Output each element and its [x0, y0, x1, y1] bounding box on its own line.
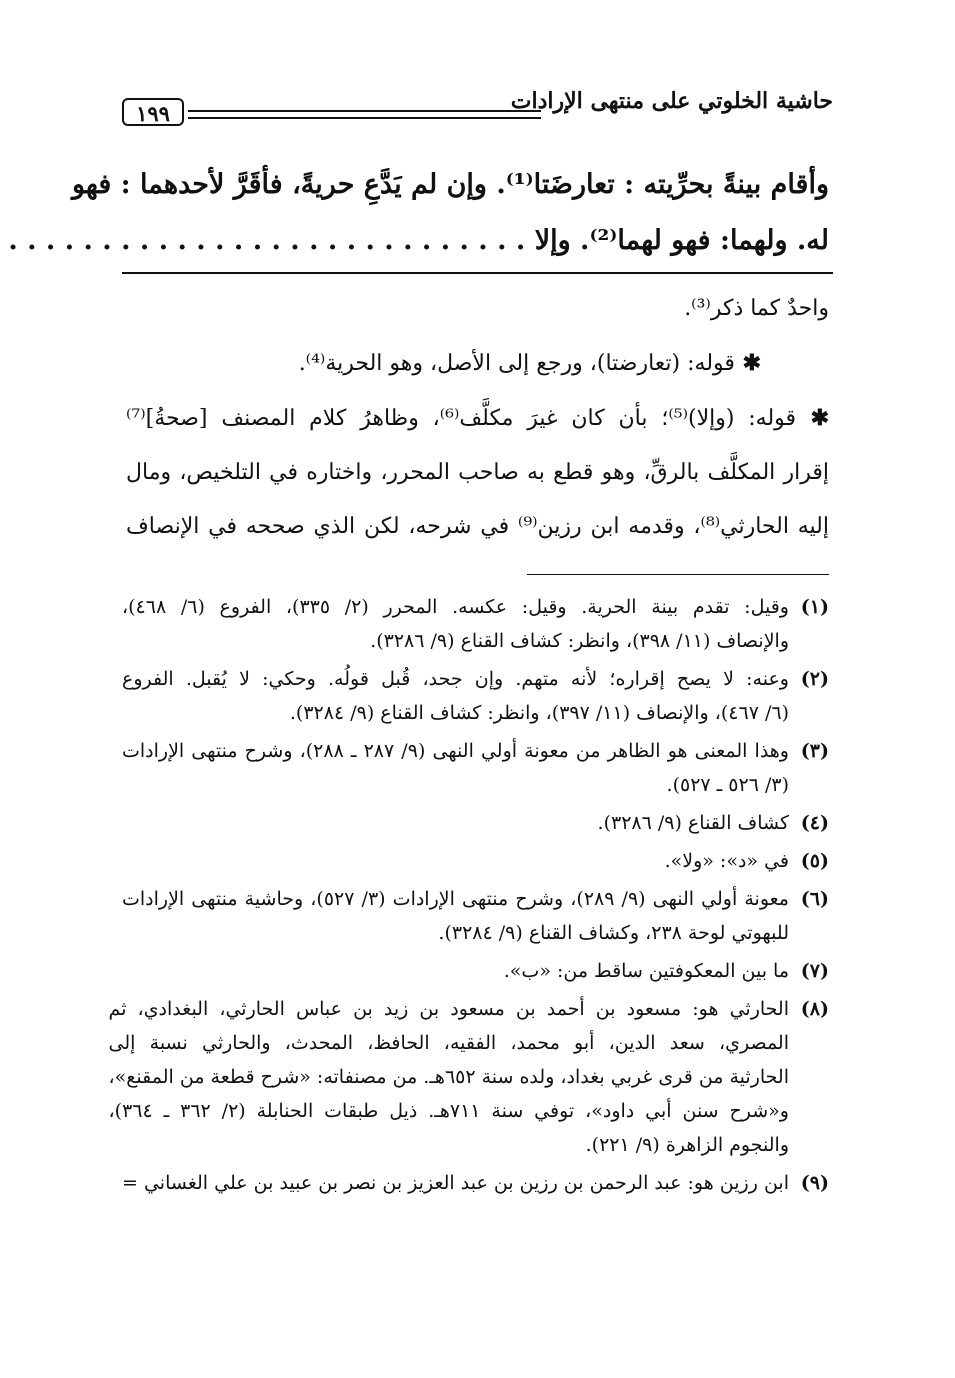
commentary-line: قوله: (تعارضتا)، ورجع إلى الأصل، وهو الحرية⁽⁴⁾. [298, 351, 735, 376]
footnote [122, 954, 829, 988]
footnote [122, 662, 829, 730]
footnote-line: وهذا المعنى هو الظاهر من معونة أولي النهى (٩/ ٢٨٧ ـ ٢٨٨)، وشرح منتهى الإرادات [122, 740, 789, 762]
footnote-line: (٦/ ٤٦٧)، والإنصاف (١١/ ٣٩٧)، وانظر: كشاف القناع (٩/ ٣٢٨٤). [289, 702, 789, 724]
footnote-line: كشاف القناع (٩/ ٣٢٨٦). [597, 812, 789, 834]
commentary-line: إليه الحارثي⁽⁸⁾، وقدمه ابن رزين⁽⁹⁾ في شرحه، لكن الذي صححه في الإنصاف [126, 514, 829, 539]
footnote [122, 734, 829, 802]
asterisk-icon: ✱ [796, 405, 830, 431]
footnote-number: (٢) [800, 668, 829, 690]
footnote-number: (٤) [800, 812, 829, 834]
commentary-line: قوله: (وإلا)⁽⁵⁾؛ بأن كان غيرَ مكلَّف⁽⁶⁾، وظاهرُ كلام المصنف [صحةُ]⁽⁷⁾ [126, 406, 797, 431]
header-rule [188, 110, 541, 119]
matn-line: له. ولهما: فهو لهما⁽²⁾. وإلا . . . . . . . . . . . . . . . . . . . . . . . . . . . . [8, 225, 829, 256]
book-title: حاشية الخلوتي على منتهى الإرادات [510, 88, 833, 114]
footnote-line: وعنه: لا يصح إقراره؛ لأنه متهم. وإن جحد، قُبل قولُه. وحكي: لا يُقبل. الفروع [122, 668, 789, 690]
footnote-line: والإنصاف (١١/ ٣٩٨)، وانظر: كشاف القناع (٩/ ٣٢٨٦). [370, 630, 789, 652]
footnote [122, 590, 829, 658]
footnote-line: المصري، سعد الدين، أبو محمد، الفقيه، الحافظ، المحدث، والحارثي نسبة إلى [108, 1032, 789, 1054]
footnote-line: و«شرح سنن أبي داود»، توفي سنة ٧١١هـ. ذيل طبقات الحنابلة (٢/ ٣٦٢ ـ ٣٦٤)، [108, 1100, 789, 1122]
footnote-separator [527, 574, 829, 575]
page-number: ١٩٩ [122, 98, 184, 126]
commentary-line: إقرار المكلَّف بالرقِّ، وهو قطع به صاحب المحرر، واختاره في التلخيص، ومال [126, 460, 829, 485]
footnote-line: للبهوتي لوحة ٢٣٨، وكشاف القناع (٩/ ٣٢٨٤). [438, 922, 789, 944]
running-header [122, 82, 833, 130]
footnote [122, 844, 829, 878]
footnote-number: (٧) [800, 960, 829, 982]
footnote [122, 882, 829, 950]
footnote-line: الحارثي هو: مسعود بن أحمد بن مسعود بن زيد بن عباس الحارثي، البغدادي، ثم [108, 998, 789, 1020]
footnote-line: في «د»: «ولا». [664, 850, 789, 872]
footnote-number: (٩) [800, 1172, 829, 1194]
footnote-number: (٥) [800, 850, 829, 872]
footnote [108, 992, 829, 1162]
footnote-line: والنجوم الزاهرة (٩/ ٢٢١). [585, 1134, 789, 1156]
footnote-number: (٣) [800, 740, 829, 762]
commentary-entry [126, 336, 829, 391]
footnote [122, 1166, 829, 1200]
footnote-line: وقيل: تقدم بينة الحرية. وقيل: عكسه. المحرر (٢/ ٣٣٥)، الفروع (٦/ ٤٦٨)، [122, 596, 789, 618]
footnotes [108, 590, 829, 1204]
footnote-number: (٨) [800, 998, 829, 1020]
footnote-number: (١) [800, 596, 829, 618]
commentary-text [126, 282, 829, 554]
footnote-line: الحارثية من قرى غربي بغداد، ولده سنة ٦٥٢هـ. من مصنفاته: «شرح قطعة من المقنع»، [108, 1066, 789, 1088]
asterisk-icon: ✱ [734, 350, 761, 376]
footnote-line: معونة أولي النهى (٩/ ٢٨٩)، وشرح منتهى الإرادات (٣/ ٥٢٧)، وحاشية منتهى الإرادات [122, 888, 789, 910]
footnote [122, 806, 829, 840]
matn-separator [122, 272, 833, 274]
footnote-line: (٣/ ٥٢٦ ـ ٥٢٧). [666, 774, 789, 796]
footnote-line: ما بين المعكوفتين ساقط من: «ب». [503, 960, 789, 982]
matn-text [8, 157, 829, 269]
matn-line: وأقام بينةً بحرِّيته : تعارضَتا⁽¹⁾. وإن لم يَدَّعِ حريةً، فأقَرَّ لأحدهما : فهو [71, 169, 829, 200]
footnote-line: ابن رزين هو: عبد الرحمن بن رزين بن عبد العزيز بن نصر بن عبيد بن علي الغساني = [122, 1172, 789, 1194]
commentary-line: واحدٌ كما ذكر⁽³⁾. [684, 296, 829, 321]
footnote-number: (٦) [800, 888, 829, 910]
commentary-entry [126, 391, 829, 446]
